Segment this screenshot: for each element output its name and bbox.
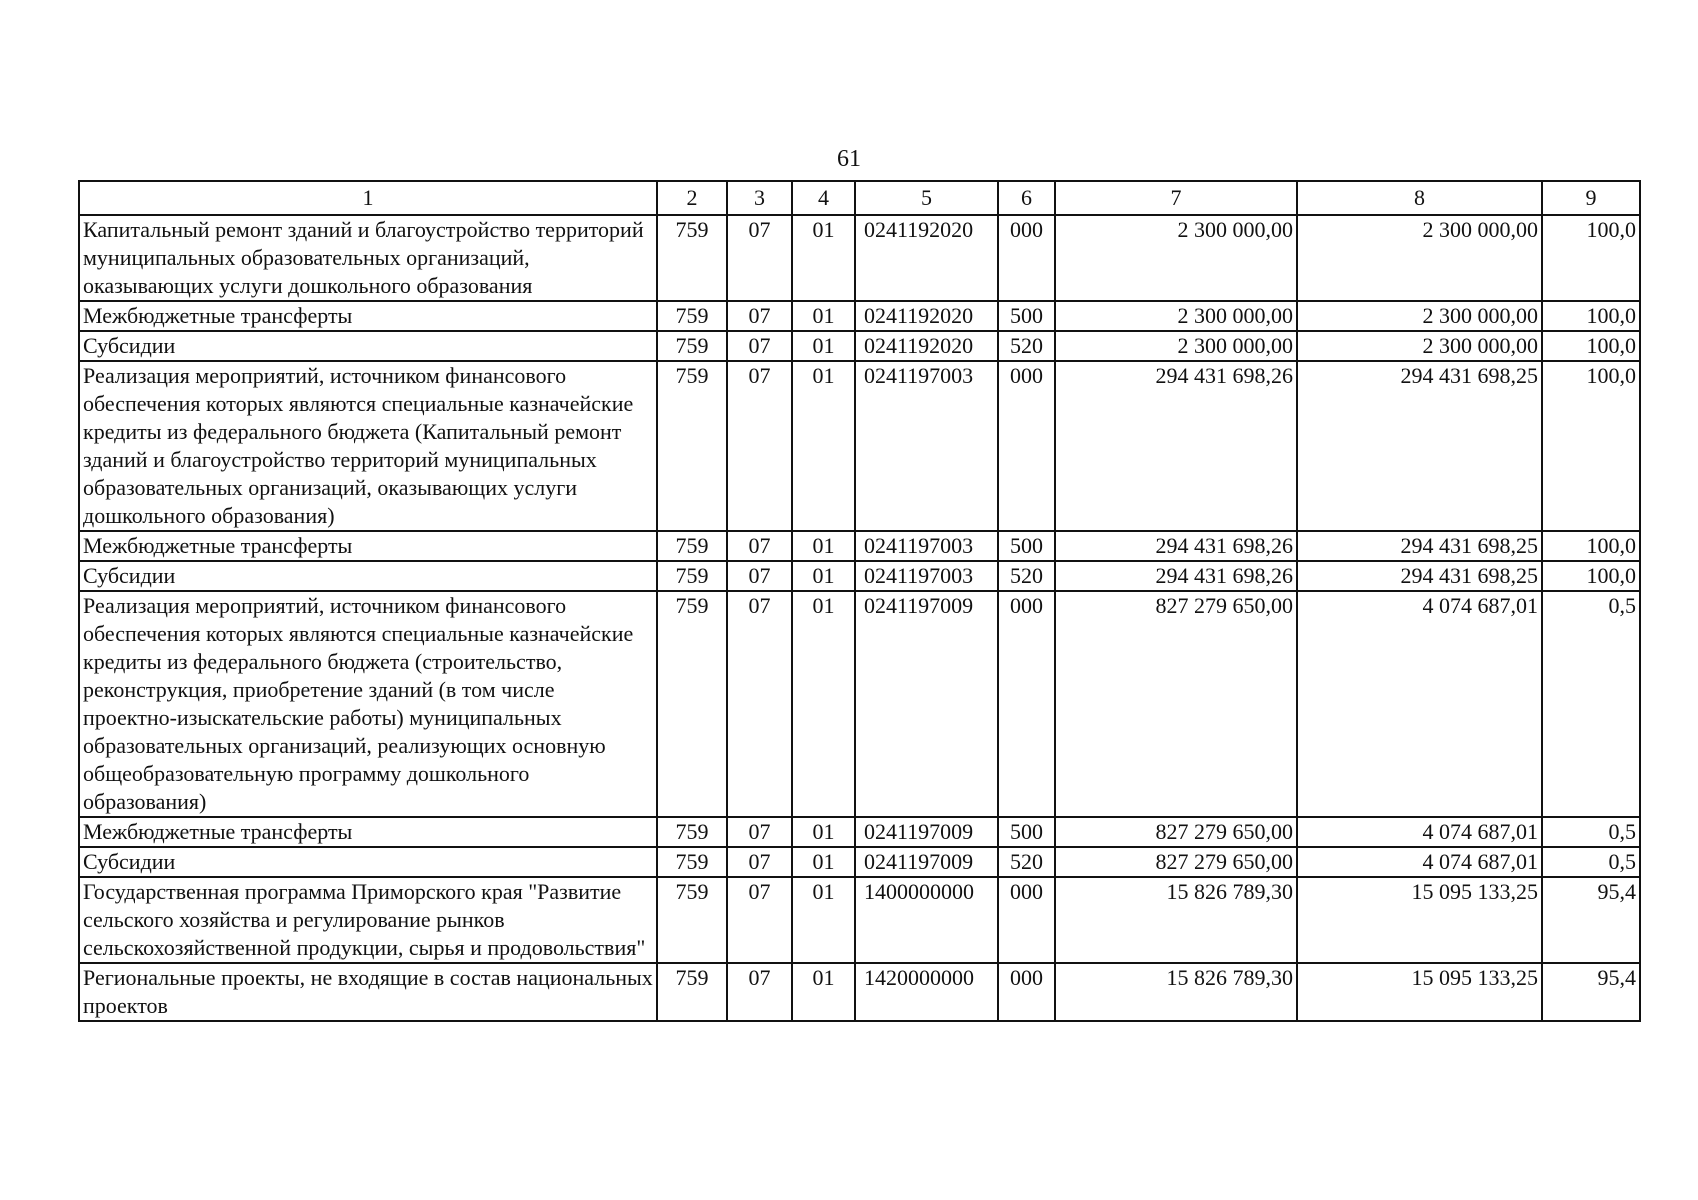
row-actual-amount: 4 074 687,01 bbox=[1297, 591, 1542, 817]
row-expense-type: 500 bbox=[998, 531, 1055, 561]
row-subsection-code: 01 bbox=[792, 847, 855, 877]
table-row bbox=[79, 331, 1640, 361]
row-subsection-code: 01 bbox=[792, 561, 855, 591]
table-row bbox=[79, 591, 1640, 817]
header-col-9: 9 bbox=[1542, 181, 1640, 215]
row-subsection-code: 01 bbox=[792, 361, 855, 531]
table-header bbox=[79, 181, 1640, 215]
row-name: Реализация мероприятий, источником финансового обеспечения которых являются специальные казначейские кредиты из федерального бюджета (строительство, реконструкция, приобретение зданий (в том числе проектно-изыскательские работы) муниципальных образовательных организаций, реализующих основную общеобразовательную программу дошкольного образования) bbox=[79, 591, 657, 817]
row-name: Субсидии bbox=[79, 331, 657, 361]
row-target-code: 0241197003 bbox=[855, 361, 998, 531]
row-target-code: 1420000000 bbox=[855, 963, 998, 1021]
row-section-code: 07 bbox=[727, 963, 792, 1021]
row-expense-type: 520 bbox=[998, 847, 1055, 877]
header-col-6: 6 bbox=[998, 181, 1055, 215]
page-number: 61 bbox=[837, 146, 861, 172]
row-section-code: 07 bbox=[727, 877, 792, 963]
row-target-code: 0241197009 bbox=[855, 847, 998, 877]
header-col-3: 3 bbox=[727, 181, 792, 215]
table-row bbox=[79, 963, 1640, 1021]
row-expense-type: 000 bbox=[998, 361, 1055, 531]
row-actual-amount: 4 074 687,01 bbox=[1297, 817, 1542, 847]
row-percent: 0,5 bbox=[1542, 847, 1640, 877]
row-expense-type: 000 bbox=[998, 877, 1055, 963]
table-row bbox=[79, 215, 1640, 301]
row-ministry-code: 759 bbox=[657, 531, 727, 561]
row-ministry-code: 759 bbox=[657, 561, 727, 591]
row-target-code: 0241192020 bbox=[855, 301, 998, 331]
row-percent: 95,4 bbox=[1542, 877, 1640, 963]
row-ministry-code: 759 bbox=[657, 847, 727, 877]
row-name: Реализация мероприятий, источником финансового обеспечения которых являются специальные казначейские кредиты из федерального бюджета (Капитальный ремонт зданий и благоустройство территорий муниципальных образовательных организаций, оказывающих услуги дошкольного образования) bbox=[79, 361, 657, 531]
row-subsection-code: 01 bbox=[792, 963, 855, 1021]
table-body bbox=[79, 215, 1640, 1021]
row-actual-amount: 294 431 698,25 bbox=[1297, 361, 1542, 531]
row-actual-amount: 4 074 687,01 bbox=[1297, 847, 1542, 877]
row-percent: 95,4 bbox=[1542, 963, 1640, 1021]
table-row bbox=[79, 301, 1640, 331]
row-planned-amount: 294 431 698,26 bbox=[1055, 361, 1297, 531]
row-section-code: 07 bbox=[727, 591, 792, 817]
row-percent: 100,0 bbox=[1542, 531, 1640, 561]
row-section-code: 07 bbox=[727, 531, 792, 561]
row-target-code: 0241192020 bbox=[855, 215, 998, 301]
row-ministry-code: 759 bbox=[657, 361, 727, 531]
header-col-1: 1 bbox=[79, 181, 657, 215]
row-planned-amount: 294 431 698,26 bbox=[1055, 531, 1297, 561]
row-actual-amount: 15 095 133,25 bbox=[1297, 963, 1542, 1021]
header-col-2: 2 bbox=[657, 181, 727, 215]
row-ministry-code: 759 bbox=[657, 215, 727, 301]
row-name: Региональные проекты, не входящие в состав национальных проектов bbox=[79, 963, 657, 1021]
header-col-8: 8 bbox=[1297, 181, 1542, 215]
row-expense-type: 500 bbox=[998, 301, 1055, 331]
row-planned-amount: 2 300 000,00 bbox=[1055, 215, 1297, 301]
row-actual-amount: 15 095 133,25 bbox=[1297, 877, 1542, 963]
row-target-code: 0241192020 bbox=[855, 331, 998, 361]
row-subsection-code: 01 bbox=[792, 591, 855, 817]
header-col-5: 5 bbox=[855, 181, 998, 215]
row-planned-amount: 827 279 650,00 bbox=[1055, 847, 1297, 877]
row-planned-amount: 294 431 698,26 bbox=[1055, 561, 1297, 591]
row-percent: 100,0 bbox=[1542, 331, 1640, 361]
row-name: Государственная программа Приморского края "Развитие сельского хозяйства и регулирование рынков сельскохозяйственной продукции, сырья и продовольствия" bbox=[79, 877, 657, 963]
row-expense-type: 520 bbox=[998, 561, 1055, 591]
row-subsection-code: 01 bbox=[792, 531, 855, 561]
header-row bbox=[79, 181, 1640, 215]
row-planned-amount: 2 300 000,00 bbox=[1055, 331, 1297, 361]
row-ministry-code: 759 bbox=[657, 877, 727, 963]
row-target-code: 1400000000 bbox=[855, 877, 998, 963]
row-section-code: 07 bbox=[727, 561, 792, 591]
row-name: Межбюджетные трансферты bbox=[79, 531, 657, 561]
row-target-code: 0241197003 bbox=[855, 561, 998, 591]
row-section-code: 07 bbox=[727, 301, 792, 331]
row-planned-amount: 827 279 650,00 bbox=[1055, 817, 1297, 847]
table-row bbox=[79, 361, 1640, 531]
row-expense-type: 000 bbox=[998, 963, 1055, 1021]
row-actual-amount: 2 300 000,00 bbox=[1297, 215, 1542, 301]
table-row bbox=[79, 561, 1640, 591]
row-ministry-code: 759 bbox=[657, 301, 727, 331]
row-section-code: 07 bbox=[727, 817, 792, 847]
row-ministry-code: 759 bbox=[657, 591, 727, 817]
row-planned-amount: 2 300 000,00 bbox=[1055, 301, 1297, 331]
row-name: Межбюджетные трансферты bbox=[79, 301, 657, 331]
row-actual-amount: 294 431 698,25 bbox=[1297, 561, 1542, 591]
row-planned-amount: 827 279 650,00 bbox=[1055, 591, 1297, 817]
row-ministry-code: 759 bbox=[657, 817, 727, 847]
row-actual-amount: 2 300 000,00 bbox=[1297, 301, 1542, 331]
row-percent: 0,5 bbox=[1542, 591, 1640, 817]
row-percent: 0,5 bbox=[1542, 817, 1640, 847]
row-name: Капитальный ремонт зданий и благоустройство территорий муниципальных образовательных организаций, оказывающих услуги дошкольного образования bbox=[79, 215, 657, 301]
row-subsection-code: 01 bbox=[792, 331, 855, 361]
row-expense-type: 500 bbox=[998, 817, 1055, 847]
row-subsection-code: 01 bbox=[792, 817, 855, 847]
row-section-code: 07 bbox=[727, 361, 792, 531]
row-ministry-code: 759 bbox=[657, 963, 727, 1021]
row-percent: 100,0 bbox=[1542, 301, 1640, 331]
row-target-code: 0241197003 bbox=[855, 531, 998, 561]
row-actual-amount: 294 431 698,25 bbox=[1297, 531, 1542, 561]
row-expense-type: 520 bbox=[998, 331, 1055, 361]
row-expense-type: 000 bbox=[998, 591, 1055, 817]
row-section-code: 07 bbox=[727, 847, 792, 877]
row-subsection-code: 01 bbox=[792, 301, 855, 331]
row-ministry-code: 759 bbox=[657, 331, 727, 361]
table-row bbox=[79, 847, 1640, 877]
row-planned-amount: 15 826 789,30 bbox=[1055, 963, 1297, 1021]
row-actual-amount: 2 300 000,00 bbox=[1297, 331, 1542, 361]
header-col-7: 7 bbox=[1055, 181, 1297, 215]
row-name: Межбюджетные трансферты bbox=[79, 817, 657, 847]
row-subsection-code: 01 bbox=[792, 877, 855, 963]
row-name: Субсидии bbox=[79, 847, 657, 877]
budget-table bbox=[78, 180, 1641, 1022]
row-target-code: 0241197009 bbox=[855, 591, 998, 817]
table-row bbox=[79, 877, 1640, 963]
row-percent: 100,0 bbox=[1542, 561, 1640, 591]
row-percent: 100,0 bbox=[1542, 361, 1640, 531]
row-section-code: 07 bbox=[727, 215, 792, 301]
row-expense-type: 000 bbox=[998, 215, 1055, 301]
table-row bbox=[79, 531, 1640, 561]
row-section-code: 07 bbox=[727, 331, 792, 361]
row-subsection-code: 01 bbox=[792, 215, 855, 301]
row-target-code: 0241197009 bbox=[855, 817, 998, 847]
row-name: Субсидии bbox=[79, 561, 657, 591]
row-percent: 100,0 bbox=[1542, 215, 1640, 301]
table-row bbox=[79, 817, 1640, 847]
header-col-4: 4 bbox=[792, 181, 855, 215]
row-planned-amount: 15 826 789,30 bbox=[1055, 877, 1297, 963]
